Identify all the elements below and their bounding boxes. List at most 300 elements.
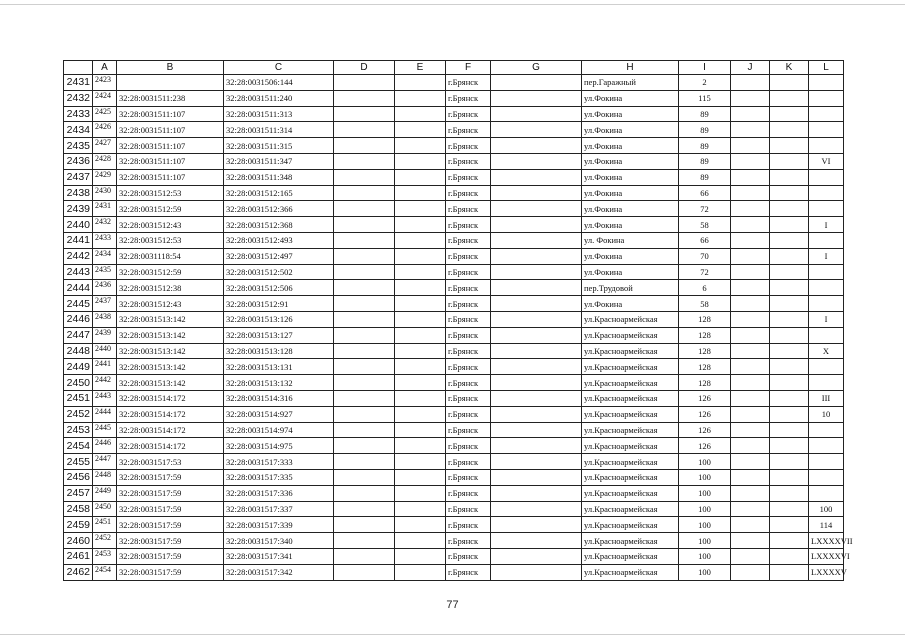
cell-j[interactable] bbox=[731, 406, 770, 422]
cell-b[interactable]: 32:28:0031517:59 bbox=[117, 501, 224, 517]
cell-c[interactable]: 32:28:0031512:497 bbox=[224, 248, 334, 264]
cell-h[interactable]: ул.Фокина bbox=[582, 106, 679, 122]
cell-a[interactable]: 2430 bbox=[93, 185, 117, 201]
cell-a[interactable]: 2451 bbox=[93, 517, 117, 533]
cell-c[interactable]: 32:28:0031514:975 bbox=[224, 438, 334, 454]
cell-b[interactable]: 32:28:0031514:172 bbox=[117, 422, 224, 438]
cell-e[interactable] bbox=[395, 106, 446, 122]
cell-b[interactable]: 32:28:0031512:43 bbox=[117, 296, 224, 312]
cell-a[interactable]: 2427 bbox=[93, 138, 117, 154]
cell-k[interactable] bbox=[770, 501, 809, 517]
cell-h[interactable]: ул.Красноармейская bbox=[582, 422, 679, 438]
cell-i[interactable]: 100 bbox=[679, 469, 731, 485]
cell-k[interactable] bbox=[770, 311, 809, 327]
cell-j[interactable] bbox=[731, 533, 770, 549]
row-number[interactable]: 2453 bbox=[64, 422, 93, 438]
cell-a[interactable]: 2428 bbox=[93, 153, 117, 169]
cell-k[interactable] bbox=[770, 201, 809, 217]
cell-d[interactable] bbox=[334, 232, 395, 248]
cell-l[interactable] bbox=[809, 359, 844, 375]
row-number[interactable]: 2437 bbox=[64, 169, 93, 185]
cell-l[interactable]: VI bbox=[809, 153, 844, 169]
cell-l[interactable]: LXXXXVII bbox=[809, 533, 844, 549]
cell-j[interactable] bbox=[731, 469, 770, 485]
cell-c[interactable]: 32:28:0031517:339 bbox=[224, 517, 334, 533]
cell-i[interactable]: 89 bbox=[679, 169, 731, 185]
cell-b[interactable]: 32:28:0031517:59 bbox=[117, 517, 224, 533]
cell-e[interactable] bbox=[395, 201, 446, 217]
cell-i[interactable]: 89 bbox=[679, 138, 731, 154]
cell-g[interactable] bbox=[491, 106, 582, 122]
cell-k[interactable] bbox=[770, 469, 809, 485]
cell-a[interactable]: 2436 bbox=[93, 280, 117, 296]
cell-f[interactable]: г.Брянск bbox=[446, 517, 491, 533]
cell-f[interactable]: г.Брянск bbox=[446, 454, 491, 470]
cell-g[interactable] bbox=[491, 327, 582, 343]
cell-i[interactable]: 100 bbox=[679, 533, 731, 549]
cell-a[interactable]: 2443 bbox=[93, 390, 117, 406]
cell-c[interactable]: 32:28:0031511:315 bbox=[224, 138, 334, 154]
cell-c[interactable]: 32:28:0031517:333 bbox=[224, 454, 334, 470]
cell-a[interactable]: 2452 bbox=[93, 533, 117, 549]
cell-f[interactable]: г.Брянск bbox=[446, 296, 491, 312]
cell-d[interactable] bbox=[334, 169, 395, 185]
cell-a[interactable]: 2437 bbox=[93, 296, 117, 312]
cell-g[interactable] bbox=[491, 375, 582, 391]
cell-e[interactable] bbox=[395, 485, 446, 501]
cell-b[interactable]: 32:28:0031513:142 bbox=[117, 375, 224, 391]
cell-g[interactable] bbox=[491, 564, 582, 580]
cell-j[interactable] bbox=[731, 517, 770, 533]
cell-e[interactable] bbox=[395, 438, 446, 454]
cell-e[interactable] bbox=[395, 248, 446, 264]
cell-f[interactable]: г.Брянск bbox=[446, 169, 491, 185]
cell-d[interactable] bbox=[334, 264, 395, 280]
cell-l[interactable] bbox=[809, 280, 844, 296]
cell-e[interactable] bbox=[395, 75, 446, 91]
cell-b[interactable]: 32:28:0031512:53 bbox=[117, 185, 224, 201]
cell-d[interactable] bbox=[334, 153, 395, 169]
cell-a[interactable]: 2441 bbox=[93, 359, 117, 375]
cell-h[interactable]: ул.Фокина bbox=[582, 201, 679, 217]
cell-g[interactable] bbox=[491, 469, 582, 485]
cell-a[interactable]: 2426 bbox=[93, 122, 117, 138]
cell-f[interactable]: г.Брянск bbox=[446, 90, 491, 106]
corner-header[interactable] bbox=[64, 61, 93, 75]
cell-j[interactable] bbox=[731, 201, 770, 217]
cell-d[interactable] bbox=[334, 90, 395, 106]
column-header-e[interactable]: E bbox=[395, 61, 446, 75]
cell-l[interactable] bbox=[809, 327, 844, 343]
cell-j[interactable] bbox=[731, 375, 770, 391]
cell-g[interactable] bbox=[491, 422, 582, 438]
cell-l[interactable]: I bbox=[809, 311, 844, 327]
cell-g[interactable] bbox=[491, 343, 582, 359]
cell-l[interactable]: 100 bbox=[809, 501, 844, 517]
cell-k[interactable] bbox=[770, 296, 809, 312]
cell-g[interactable] bbox=[491, 311, 582, 327]
cell-h[interactable]: ул.Фокина bbox=[582, 169, 679, 185]
cell-i[interactable]: 126 bbox=[679, 438, 731, 454]
cell-h[interactable]: ул.Красноармейская bbox=[582, 454, 679, 470]
row-number[interactable]: 2452 bbox=[64, 406, 93, 422]
cell-j[interactable] bbox=[731, 280, 770, 296]
cell-a[interactable]: 2453 bbox=[93, 548, 117, 564]
cell-h[interactable]: ул.Фокина bbox=[582, 122, 679, 138]
cell-h[interactable]: ул. Фокина bbox=[582, 232, 679, 248]
cell-h[interactable]: ул.Красноармейская bbox=[582, 501, 679, 517]
cell-d[interactable] bbox=[334, 217, 395, 233]
cell-b[interactable]: 32:28:0031513:142 bbox=[117, 311, 224, 327]
cell-b[interactable] bbox=[117, 75, 224, 91]
cell-j[interactable] bbox=[731, 106, 770, 122]
cell-e[interactable] bbox=[395, 280, 446, 296]
cell-k[interactable] bbox=[770, 375, 809, 391]
cell-c[interactable]: 32:28:0031517:340 bbox=[224, 533, 334, 549]
cell-b[interactable]: 32:28:0031511:107 bbox=[117, 122, 224, 138]
cell-g[interactable] bbox=[491, 185, 582, 201]
cell-g[interactable] bbox=[491, 280, 582, 296]
cell-i[interactable]: 70 bbox=[679, 248, 731, 264]
cell-f[interactable]: г.Брянск bbox=[446, 327, 491, 343]
row-number[interactable]: 2451 bbox=[64, 390, 93, 406]
cell-b[interactable]: 32:28:0031514:172 bbox=[117, 390, 224, 406]
cell-e[interactable] bbox=[395, 185, 446, 201]
row-number[interactable]: 2458 bbox=[64, 501, 93, 517]
cell-k[interactable] bbox=[770, 438, 809, 454]
cell-b[interactable]: 32:28:0031511:107 bbox=[117, 153, 224, 169]
cell-i[interactable]: 128 bbox=[679, 311, 731, 327]
cell-e[interactable] bbox=[395, 296, 446, 312]
cell-c[interactable]: 32:28:0031513:131 bbox=[224, 359, 334, 375]
cell-b[interactable]: 32:28:0031517:59 bbox=[117, 469, 224, 485]
cell-j[interactable] bbox=[731, 185, 770, 201]
cell-g[interactable] bbox=[491, 390, 582, 406]
cell-k[interactable] bbox=[770, 248, 809, 264]
cell-g[interactable] bbox=[491, 454, 582, 470]
cell-l[interactable]: 10 bbox=[809, 406, 844, 422]
cell-e[interactable] bbox=[395, 153, 446, 169]
cell-e[interactable] bbox=[395, 169, 446, 185]
cell-f[interactable]: г.Брянск bbox=[446, 438, 491, 454]
cell-e[interactable] bbox=[395, 138, 446, 154]
cell-d[interactable] bbox=[334, 548, 395, 564]
row-number[interactable]: 2440 bbox=[64, 217, 93, 233]
cell-b[interactable]: 32:28:0031512:59 bbox=[117, 201, 224, 217]
cell-c[interactable]: 32:28:0031511:314 bbox=[224, 122, 334, 138]
cell-i[interactable]: 6 bbox=[679, 280, 731, 296]
cell-c[interactable]: 32:28:0031514:316 bbox=[224, 390, 334, 406]
cell-e[interactable] bbox=[395, 232, 446, 248]
cell-a[interactable]: 2449 bbox=[93, 485, 117, 501]
cell-j[interactable] bbox=[731, 217, 770, 233]
row-number[interactable]: 2460 bbox=[64, 533, 93, 549]
cell-k[interactable] bbox=[770, 106, 809, 122]
row-number[interactable]: 2448 bbox=[64, 343, 93, 359]
cell-a[interactable]: 2435 bbox=[93, 264, 117, 280]
cell-k[interactable] bbox=[770, 75, 809, 91]
cell-a[interactable]: 2429 bbox=[93, 169, 117, 185]
cell-h[interactable]: ул.Красноармейская bbox=[582, 343, 679, 359]
cell-j[interactable] bbox=[731, 75, 770, 91]
cell-e[interactable] bbox=[395, 564, 446, 580]
cell-j[interactable] bbox=[731, 153, 770, 169]
cell-e[interactable] bbox=[395, 454, 446, 470]
cell-g[interactable] bbox=[491, 122, 582, 138]
cell-i[interactable]: 126 bbox=[679, 422, 731, 438]
cell-b[interactable]: 32:28:0031513:142 bbox=[117, 327, 224, 343]
cell-e[interactable] bbox=[395, 327, 446, 343]
cell-i[interactable]: 66 bbox=[679, 185, 731, 201]
cell-g[interactable] bbox=[491, 75, 582, 91]
cell-g[interactable] bbox=[491, 232, 582, 248]
cell-l[interactable] bbox=[809, 454, 844, 470]
cell-d[interactable] bbox=[334, 311, 395, 327]
cell-j[interactable] bbox=[731, 390, 770, 406]
cell-i[interactable]: 126 bbox=[679, 390, 731, 406]
cell-l[interactable] bbox=[809, 138, 844, 154]
cell-b[interactable]: 32:28:0031512:43 bbox=[117, 217, 224, 233]
column-header-k[interactable]: K bbox=[770, 61, 809, 75]
cell-g[interactable] bbox=[491, 548, 582, 564]
cell-l[interactable] bbox=[809, 485, 844, 501]
cell-c[interactable]: 32:28:0031514:927 bbox=[224, 406, 334, 422]
cell-k[interactable] bbox=[770, 327, 809, 343]
row-number[interactable]: 2435 bbox=[64, 138, 93, 154]
cell-c[interactable]: 32:28:0031517:335 bbox=[224, 469, 334, 485]
cell-e[interactable] bbox=[395, 90, 446, 106]
cell-g[interactable] bbox=[491, 533, 582, 549]
cell-c[interactable]: 32:28:0031513:127 bbox=[224, 327, 334, 343]
cell-f[interactable]: г.Брянск bbox=[446, 406, 491, 422]
cell-l[interactable] bbox=[809, 75, 844, 91]
cell-f[interactable]: г.Брянск bbox=[446, 343, 491, 359]
cell-i[interactable]: 100 bbox=[679, 548, 731, 564]
column-header-f[interactable]: F bbox=[446, 61, 491, 75]
cell-j[interactable] bbox=[731, 264, 770, 280]
cell-j[interactable] bbox=[731, 422, 770, 438]
column-header-i[interactable]: I bbox=[679, 61, 731, 75]
row-number[interactable]: 2457 bbox=[64, 485, 93, 501]
cell-g[interactable] bbox=[491, 359, 582, 375]
cell-j[interactable] bbox=[731, 438, 770, 454]
cell-i[interactable]: 58 bbox=[679, 296, 731, 312]
cell-g[interactable] bbox=[491, 169, 582, 185]
cell-c[interactable]: 32:28:0031517:337 bbox=[224, 501, 334, 517]
cell-k[interactable] bbox=[770, 406, 809, 422]
cell-i[interactable]: 128 bbox=[679, 375, 731, 391]
cell-f[interactable]: г.Брянск bbox=[446, 375, 491, 391]
cell-f[interactable]: г.Брянск bbox=[446, 422, 491, 438]
cell-f[interactable]: г.Брянск bbox=[446, 122, 491, 138]
cell-c[interactable]: 32:28:0031512:165 bbox=[224, 185, 334, 201]
cell-l[interactable] bbox=[809, 185, 844, 201]
cell-b[interactable]: 32:28:0031513:142 bbox=[117, 359, 224, 375]
cell-c[interactable]: 32:28:0031517:342 bbox=[224, 564, 334, 580]
cell-d[interactable] bbox=[334, 343, 395, 359]
cell-f[interactable]: г.Брянск bbox=[446, 106, 491, 122]
cell-d[interactable] bbox=[334, 248, 395, 264]
cell-g[interactable] bbox=[491, 201, 582, 217]
cell-h[interactable]: ул.Красноармейская bbox=[582, 485, 679, 501]
row-number[interactable]: 2433 bbox=[64, 106, 93, 122]
row-number[interactable]: 2456 bbox=[64, 469, 93, 485]
cell-h[interactable]: ул.Фокина bbox=[582, 264, 679, 280]
row-number[interactable]: 2449 bbox=[64, 359, 93, 375]
cell-e[interactable] bbox=[395, 517, 446, 533]
cell-d[interactable] bbox=[334, 533, 395, 549]
cell-g[interactable] bbox=[491, 517, 582, 533]
cell-e[interactable] bbox=[395, 375, 446, 391]
cell-a[interactable]: 2431 bbox=[93, 201, 117, 217]
cell-i[interactable]: 72 bbox=[679, 201, 731, 217]
cell-a[interactable]: 2440 bbox=[93, 343, 117, 359]
cell-c[interactable]: 32:28:0031512:493 bbox=[224, 232, 334, 248]
column-header-d[interactable]: D bbox=[334, 61, 395, 75]
cell-b[interactable]: 32:28:0031511:107 bbox=[117, 169, 224, 185]
cell-h[interactable]: ул.Красноармейская bbox=[582, 564, 679, 580]
cell-l[interactable] bbox=[809, 122, 844, 138]
cell-h[interactable]: ул.Красноармейская bbox=[582, 311, 679, 327]
column-header-a[interactable]: A bbox=[93, 61, 117, 75]
cell-j[interactable] bbox=[731, 501, 770, 517]
cell-l[interactable] bbox=[809, 375, 844, 391]
cell-j[interactable] bbox=[731, 232, 770, 248]
cell-l[interactable]: LXXXXV bbox=[809, 564, 844, 580]
cell-k[interactable] bbox=[770, 232, 809, 248]
cell-a[interactable]: 2434 bbox=[93, 248, 117, 264]
cell-k[interactable] bbox=[770, 485, 809, 501]
row-number[interactable]: 2439 bbox=[64, 201, 93, 217]
cell-k[interactable] bbox=[770, 517, 809, 533]
column-header-g[interactable]: G bbox=[491, 61, 582, 75]
cell-k[interactable] bbox=[770, 217, 809, 233]
cell-l[interactable] bbox=[809, 438, 844, 454]
cell-j[interactable] bbox=[731, 169, 770, 185]
cell-f[interactable]: г.Брянск bbox=[446, 548, 491, 564]
cell-d[interactable] bbox=[334, 138, 395, 154]
cell-c[interactable]: 32:28:0031512:366 bbox=[224, 201, 334, 217]
cell-g[interactable] bbox=[491, 90, 582, 106]
cell-k[interactable] bbox=[770, 422, 809, 438]
cell-f[interactable]: г.Брянск bbox=[446, 217, 491, 233]
cell-k[interactable] bbox=[770, 533, 809, 549]
cell-c[interactable]: 32:28:0031517:336 bbox=[224, 485, 334, 501]
cell-d[interactable] bbox=[334, 454, 395, 470]
cell-f[interactable]: г.Брянск bbox=[446, 311, 491, 327]
cell-h[interactable]: ул.Красноармейская bbox=[582, 469, 679, 485]
cell-i[interactable]: 89 bbox=[679, 153, 731, 169]
cell-j[interactable] bbox=[731, 122, 770, 138]
cell-i[interactable]: 89 bbox=[679, 122, 731, 138]
cell-a[interactable]: 2445 bbox=[93, 422, 117, 438]
cell-h[interactable]: ул.Фокина bbox=[582, 217, 679, 233]
cell-a[interactable]: 2432 bbox=[93, 217, 117, 233]
cell-j[interactable] bbox=[731, 138, 770, 154]
cell-i[interactable]: 115 bbox=[679, 90, 731, 106]
cell-a[interactable]: 2448 bbox=[93, 469, 117, 485]
cell-h[interactable]: ул.Красноармейская bbox=[582, 359, 679, 375]
cell-k[interactable] bbox=[770, 90, 809, 106]
cell-a[interactable]: 2433 bbox=[93, 232, 117, 248]
cell-d[interactable] bbox=[334, 517, 395, 533]
cell-k[interactable] bbox=[770, 280, 809, 296]
row-number[interactable]: 2459 bbox=[64, 517, 93, 533]
cell-g[interactable] bbox=[491, 153, 582, 169]
cell-d[interactable] bbox=[334, 327, 395, 343]
row-number[interactable]: 2444 bbox=[64, 280, 93, 296]
cell-e[interactable] bbox=[395, 343, 446, 359]
cell-l[interactable]: X bbox=[809, 343, 844, 359]
cell-a[interactable]: 2424 bbox=[93, 90, 117, 106]
cell-k[interactable] bbox=[770, 390, 809, 406]
cell-c[interactable]: 32:28:0031513:132 bbox=[224, 375, 334, 391]
cell-d[interactable] bbox=[334, 485, 395, 501]
cell-l[interactable] bbox=[809, 296, 844, 312]
cell-b[interactable]: 32:28:0031517:59 bbox=[117, 533, 224, 549]
cell-d[interactable] bbox=[334, 280, 395, 296]
cell-c[interactable]: 32:28:0031512:368 bbox=[224, 217, 334, 233]
cell-f[interactable]: г.Брянск bbox=[446, 533, 491, 549]
cell-f[interactable]: г.Брянск bbox=[446, 185, 491, 201]
cell-a[interactable]: 2454 bbox=[93, 564, 117, 580]
cell-i[interactable]: 128 bbox=[679, 359, 731, 375]
cell-d[interactable] bbox=[334, 359, 395, 375]
row-number[interactable]: 2434 bbox=[64, 122, 93, 138]
cell-l[interactable] bbox=[809, 232, 844, 248]
cell-k[interactable] bbox=[770, 548, 809, 564]
cell-f[interactable]: г.Брянск bbox=[446, 264, 491, 280]
cell-l[interactable] bbox=[809, 469, 844, 485]
cell-h[interactable]: ул.Красноармейская bbox=[582, 533, 679, 549]
cell-e[interactable] bbox=[395, 217, 446, 233]
cell-g[interactable] bbox=[491, 406, 582, 422]
cell-b[interactable]: 32:28:0031511:107 bbox=[117, 138, 224, 154]
cell-e[interactable] bbox=[395, 548, 446, 564]
cell-h[interactable]: ул.Фокина bbox=[582, 90, 679, 106]
row-number[interactable]: 2445 bbox=[64, 296, 93, 312]
row-number[interactable]: 2455 bbox=[64, 454, 93, 470]
cell-j[interactable] bbox=[731, 296, 770, 312]
cell-b[interactable]: 32:28:0031512:59 bbox=[117, 264, 224, 280]
row-number[interactable]: 2431 bbox=[64, 75, 93, 91]
row-number[interactable]: 2446 bbox=[64, 311, 93, 327]
cell-b[interactable]: 32:28:0031514:172 bbox=[117, 438, 224, 454]
cell-i[interactable]: 126 bbox=[679, 406, 731, 422]
cell-d[interactable] bbox=[334, 122, 395, 138]
cell-c[interactable]: 32:28:0031517:341 bbox=[224, 548, 334, 564]
cell-k[interactable] bbox=[770, 122, 809, 138]
cell-k[interactable] bbox=[770, 185, 809, 201]
cell-b[interactable]: 32:28:0031517:53 bbox=[117, 454, 224, 470]
cell-h[interactable]: ул.Фокина bbox=[582, 248, 679, 264]
cell-b[interactable]: 32:28:0031511:107 bbox=[117, 106, 224, 122]
cell-h[interactable]: пер.Гаражный bbox=[582, 75, 679, 91]
cell-c[interactable]: 32:28:0031511:347 bbox=[224, 153, 334, 169]
row-number[interactable]: 2447 bbox=[64, 327, 93, 343]
cell-a[interactable]: 2444 bbox=[93, 406, 117, 422]
cell-b[interactable]: 32:28:0031517:59 bbox=[117, 548, 224, 564]
cell-d[interactable] bbox=[334, 422, 395, 438]
cell-c[interactable]: 32:28:0031513:126 bbox=[224, 311, 334, 327]
row-number[interactable]: 2454 bbox=[64, 438, 93, 454]
cell-g[interactable] bbox=[491, 138, 582, 154]
cell-d[interactable] bbox=[334, 106, 395, 122]
cell-i[interactable]: 66 bbox=[679, 232, 731, 248]
cell-a[interactable]: 2450 bbox=[93, 501, 117, 517]
cell-a[interactable]: 2446 bbox=[93, 438, 117, 454]
row-number[interactable]: 2462 bbox=[64, 564, 93, 580]
